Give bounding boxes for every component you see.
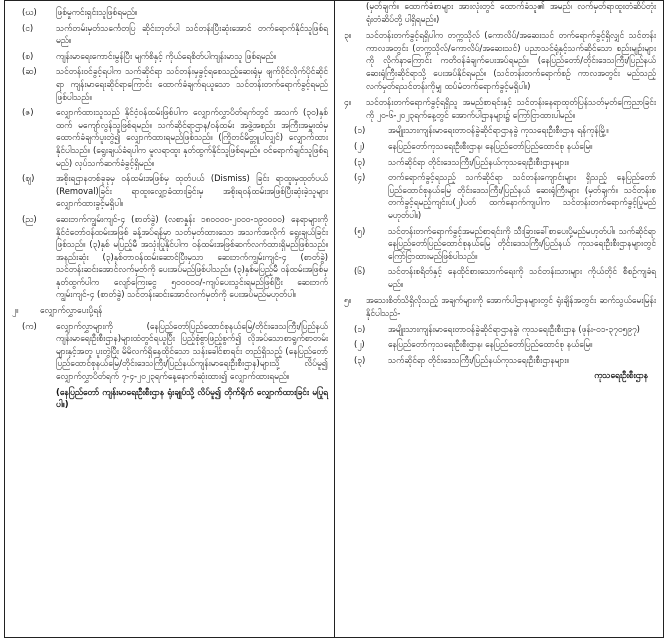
section-title: လျှောက်လွှာပေးပို့ရန် — [40, 305, 103, 316]
paragraph-text: အသေးစိတ်သိရှိလိုသည့် အချက်များကို အောက်ပါဌာနများတွင် ရုံးချိန်အတွင်း ဆက်သွယ်မေးမြန်းနိုင်ပါသည်- — [366, 295, 656, 319]
list-item — [344, 323, 656, 336]
item-label: (ဈ) — [22, 173, 35, 184]
item-label: (င) — [22, 22, 34, 33]
right-column — [338, 0, 660, 638]
item-text: ကျန်းမာရေးကောင်းမွန်ပြီး မျက်စိနှင့် ကိုယ်ရေစိတ်ပါကျန်းမာသူ ဖြစ်ရမည်။ — [56, 50, 277, 61]
item-label: (ဆ) — [22, 66, 37, 77]
list-item — [344, 265, 656, 290]
list-item — [344, 140, 656, 153]
item-text: ဆေးဘက်ကျွမ်းကျင်-၄ (စာတ်ခွဲ) (လစာနှုန်း ၁၈၀၀၀၀-၂၀၀၀-၁၉၀၀၀၀) နေရာများကို နိုင်ငံတော်ဝန်ထမ်းအဖြစ် ခန့်အပ်ရန်မှာ သတ်မှတ်ထားသော အသက်အလိုက် ရွေးချယ်ခြင်းဖြစ်သည်။ (၃)နှစ် မပြည့်မီ အသုံးပြုနိုင်ပါက ဝန်ထမ်းအဖြစ်ဆက်လက်ထားရှိမည်ဖြစ်သည်။ အနည်းဆုံး (၃)နှစ်တာဝန်ထမ်းဆောင်ပြီးမှသာ ဆေးဘက်ကျွမ်းကျင်-၄ (စာတ်ခွဲ) သင်တန်းဆင်းအောင်လက်မှတ်ကို ပေးအပ်မည်ဖြစ်ပါသည်။ (၃)နှစ်မပြည့်မီ ဝန်ထမ်းအဖြစ်မှ နုတ်ထွက်ပါက လျော်ကြေးငွေ ၅၀၀၀၀၀/-ကျပ်ပေးသွင်းရမည်ဖြစ်ပြီး ဆေးဘက်ကျွမ်းကျင်-၄ (စာတ်ခွဲ) သင်တန်းဆင်းအောင်လက်မှတ်ကို ပေးအပ်မည်မဟုတ်ပါ။ — [56, 213, 328, 300]
item-text: သက်တမ်းမှတ်သင်္ကေတပြ ဆိုင်းဘုတ်ပါ သင်တန်းပြီးဆုံးအောင် တက်ရောက်နိုင်သူဖြစ်ရမည်။ — [56, 22, 328, 46]
item-label: (၁) — [354, 125, 366, 136]
item-text: သင်တန်းတက်ရောက်ခွင့်အမည်စာရင်းကို သီးခြားခေါ်စာပေးပို့မည်မဟုတ်ပါ။ သက်ဆိုင်ရာ နေပြည်တော်ပြည်ထောင်စုနယ်မြေ တိုင်းဒေသကြီး/ပြည်နယ် ကုသရေးဦးစီးဌာနများတွင် ကြော်ငြာထားမည်ဖြစ်ပါသည်။ — [388, 225, 656, 261]
item-label: (၃) — [354, 156, 366, 167]
list-item — [344, 354, 656, 367]
item-text: အမျိုးသားကျန်းမာရေးတာဝန်ခွဲဆိုင်ရာဌာနခွဲ၊ ကုသရေးဦးစီးဌာန (ဖုန်း-၀၁-၃၇၀၅၉၇) — [388, 323, 640, 334]
item-text: နေပြည်တော်ကုသရေးဦးစီးဌာန၊ နေပြည်တော်ပြည်ထောင်စု နယ်မြေ။ — [388, 339, 593, 350]
item-label: (က) — [22, 320, 37, 331]
item-label: (ဇ) — [22, 107, 34, 118]
list-item — [344, 124, 656, 137]
left-column — [6, 0, 332, 638]
item-label: (ဃ) — [22, 7, 37, 17]
item-label: (စ) — [22, 50, 34, 61]
list-item — [12, 320, 328, 383]
paragraph — [344, 294, 656, 319]
list-item — [12, 22, 328, 47]
paragraph — [344, 96, 656, 121]
item-label: (၅) — [354, 225, 366, 236]
item-text: တက်ရောက်ခွင့်ရသည့် သက်ဆိုင်ရာ သင်တန်းကျောင်းများ ရှိသည့် နေပြည်တော် ပြည်ထောင်စုနယ်မြေ တိုင်းဒေသကြီး/ပြည်နယ် ဆေးရုံကြီးများ (မှတ်ချက်။ သင်တန်းစတက်ခွင့်ရမည့်ကျင်းပ(၂)ပတ် ထက်နောက်ကျပါက သင်တန်းတက်ရောက်ခွင့်ပြုမည်မဟုတ်ပါ။) — [388, 172, 656, 220]
item-label: (၄) — [354, 172, 366, 183]
section-number: ၂။ — [12, 305, 19, 316]
signature-department: ကုသရေးဦးစီးဌာန — [594, 370, 648, 381]
list-item — [12, 213, 328, 301]
item-text: လျှောက်လွှာများကို (နေပြည်တော်ပြည်ထောင်စုနယ်မြေ/တိုင်းဒေသကြီး/ပြည်နယ်ကျန်းမာရေးဦးစီးဌာန)များထံတွင်ရယူပြီး ပြည့်စုံစွာဖြည့်စွက်၍ လိုအပ်သောစာရွက်စာတမ်းများနှင့်အတူ ပူးတွဲပြီး မိမိလက်ရှိနေထိုင်သော သန်းခေါင်စာရင်း တည်ရှိသည့် (နေပြည်တော်ပြည်ထောင်စုနယ်မြေ/တိုင်းဒေသကြီး/ပြည်နယ်ကျန်းမာရေးဦးစီးဌာန)များသို့ လိပ်မူ၍ လျှောက်လွှာပိတ်ရက် ၇-၄-၂၀၂၃ရက်နေ့နောက်ဆုံးထား၍ လျှောက်ထားရမည်။ — [56, 320, 328, 382]
paragraph — [344, 29, 656, 92]
item-text: သင်တန်းဝင်ခွင့်ရပါက သက်ဆိုင်ရာ သင်တန်းမှခွင့်ရစေသည့်ဆေးရုံမှ ဖျက်ဝိုင်လိုက်ပိုင်ဆိုင်ရာ ကျန်းမာရေးဆိုင်ရာကြောင်း ထောက်ခံချက်ရယူသော သင်တန်းတက်ရောက်ခွင့်ရမည်ဖြစ်ပါသည်။ — [56, 66, 328, 102]
remark-text: (မှတ်ချက်။ ထောက်ခံစာများ အားလုံးတွင် ထောက်ခံသူ၏ အမည်၊ လက်မှတ်ရာထူးတံဆိပ်တုံး ရုံးတံဆိပ်တို့ ပါရှိရမည်။) — [366, 1, 656, 24]
paragraph-number: ၃။ — [344, 30, 352, 41]
item-text: သင်တန်းစရိတ်နှင့် နေထိုင်စားသောက်ရေးကို သင်တန်းသားများ ကိုယ်တိုင် စီစဉ်ကျခံရမည်။ — [388, 266, 656, 289]
list-item — [344, 338, 656, 351]
list-item — [344, 171, 656, 221]
item-label: (၃) — [354, 354, 366, 365]
item-label: (၂) — [354, 140, 365, 151]
item-label: (၁) — [354, 323, 366, 334]
list-item — [344, 156, 656, 169]
section-heading — [12, 304, 328, 317]
paragraph-text: သင်တန်းတက်ရောက်ခွင့်ရရှိသူ အမည်စာရင်းနှင့် သင်တန်းနေရာထုတ်ပြန်သတ်မှတ်ကြေညာခြင်းကို ၂၀-၆-၂၀၂၃ရက်နေ့တွင် အောက်ပါဌာနများ၌ ကြော်ငြာထားပါမည်။ — [366, 97, 656, 120]
list-item — [344, 225, 656, 263]
item-text: ဖြစ်မှုကင်းရှင်းသူဖြစ်ရမည်။ — [56, 7, 138, 17]
list-item — [12, 106, 328, 169]
item-text: လျှောက်ထားသူသည် နိုင်ငံ့ဝန်ထမ်းဖြစ်ပါက လျှောက်လွှာပိတ်ရက်တွင် အသက် (၃၀)နှစ်ထက် မကျော်လွန်သူဖြစ်ရမည်။ သက်ဆိုင်ရာဌာန/ဝန်ထမ်း အဖွဲ့အစည်း အကြီးအမှူးထံမှ ထောက်ခံချက်ပူးတွဲ၍ လျှောက်ထားရမည်ဖြစ်သည်။ (ကြိုတင်မိတ္တူပါလျှင်) လျှောက်ထားနိုင်ပါသည်။ (ရွေးချယ်ခံရပါက မူလရာထူး နုတ်ထွက်နိုင်သူဖြစ်ရမည်။ ဝင်ရောက်ချင်သူဖြစ်ရမည်) လုပ်သက်ဆက်ခံခွင့်ရှိမည်။ — [56, 107, 328, 168]
column-divider — [334, 0, 335, 638]
paragraph-number: ၄။ — [344, 97, 352, 108]
item-text: သက်ဆိုင်ရာ တိုင်းဒေသကြီး/ပြည်နယ်ကုသရေးဦးစီးဌာနများ။ — [388, 156, 569, 167]
paragraph-text: သင်တန်းတက်ခွင့်ရရှိပါက တက္ကသိုလ် (ကောလိပ်/အဆေးသင် တက်ရောက်ခွင့်ရှိလျှင် သင်တန်းကာလအတွင်း (တက္ကသိုလ်/ကောလိပ်/အဆေးသင်) ပညာသင်ရုံနှင့်သက်ဆိုင်သော စည်းမျဉ်းများကို လိုက်နာကြောင်း ကတိဝန်ခံချက်ပေးအပ်ရမည်။ (နေပြည်တော်/တိုင်းဒေသကြီး/ပြည်နယ်ဆေးရုံကြီးဆိုင်ရာသို့ ပေးအပ်နိုင်ရမည်။ (သင်တန်းတက်ရောက်စဉ် ကာလအတွင်း မည်သည့် လက်မှတ်ရသင်တန်းကိုမျှ ထပ်မံတက်ရောက်ခွင့်မရှိပါ။) — [366, 30, 656, 91]
note-text: (နေပြည်တော် ကျန်းမာရေးဦးစီးဌာန ရုံးချုပ်သို့ လိပ်မူ၍ တိုက်ရိုက် လျှောက်ထားခြင်း မပြုရပါ။) — [56, 386, 328, 410]
list-item — [12, 50, 328, 63]
item-label: (၆) — [354, 266, 366, 277]
item-text: အမျိုးသားကျန်းမာရေးတာဝန်ခွဲဆိုင်ရာဌာနခွဲ ကုသရေးဦးစီးဌာန ရန်ကုန်မြို့။ — [388, 125, 609, 136]
list-item — [12, 65, 328, 103]
list-item — [12, 6, 328, 19]
item-text: သက်ဆိုင်ရာ တိုင်းဒေသကြီး/ပြည်နယ်ကုသရေးဦးစီးဌာနများ။ — [388, 354, 569, 365]
item-label: (ည) — [22, 213, 37, 224]
item-text: နေပြည်တော်ကုသရေးဦးစီးဌာန၊ နေပြည်တော်ပြည်ထောင်စု နယ်မြေ။ — [388, 140, 593, 151]
list-item — [12, 386, 328, 411]
list-item — [12, 172, 328, 210]
item-text: အစိုးရဌာနတစ်ခုခုမှ ဝန်ထမ်းအဖြစ်မှ ထုတ်ပယ် (Dismiss) ခြင်း ရာထူးမှထုတ်ပယ် (Removal)ခြင်း ရာထူးလျှော့ခံထားခြင်းမှ အစိုးရဝန်ထမ်းအဖြစ်ပြီးဆုံးခဲ့သူများ လျှောက်ထားခွင့်မရှိပါ။ — [56, 173, 328, 209]
item-label-spacer — [12, 386, 56, 411]
paragraph-number: ၅။ — [344, 295, 352, 306]
item-label: (၂) — [354, 339, 365, 350]
